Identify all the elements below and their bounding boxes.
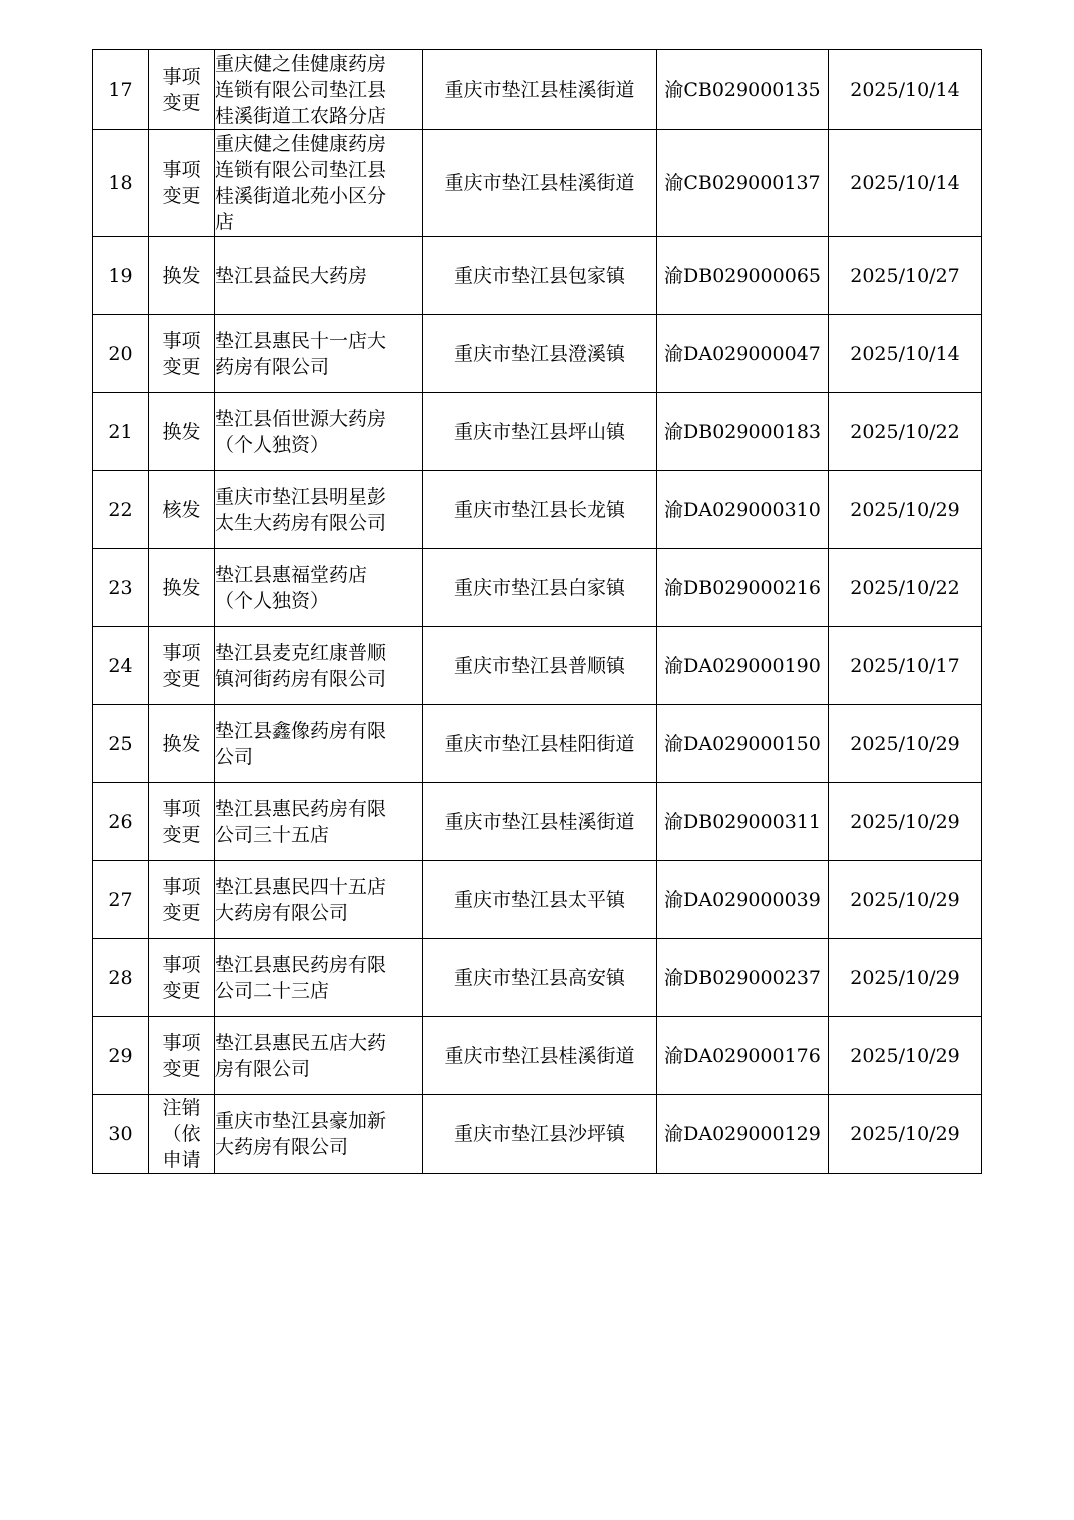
cell-line: 换发 <box>162 576 201 599</box>
issue-date: 2025/10/29 <box>829 939 982 1017</box>
license-number: 渝DB029000065 <box>657 237 829 315</box>
row-number: 19 <box>93 237 149 315</box>
license-action <box>149 627 215 705</box>
license-action <box>149 237 215 315</box>
issue-date: 2025/10/29 <box>829 1017 982 1095</box>
pharmacy-name <box>215 861 423 939</box>
pharmacy-address: 重庆市垫江县包家镇 <box>423 237 657 315</box>
cell-line: 太生大药房有限公司 <box>215 511 387 534</box>
license-action <box>149 130 215 237</box>
cell-line: 垫江县惠民五店大药 <box>215 1031 387 1054</box>
table-row <box>93 1095 982 1174</box>
license-number: 渝DA029000129 <box>657 1095 829 1174</box>
cell-line: 垫江县麦克红康普顺 <box>215 641 387 664</box>
row-number: 24 <box>93 627 149 705</box>
license-number: 渝DA029000039 <box>657 861 829 939</box>
table-row <box>93 315 982 393</box>
cell-line: 变更 <box>162 355 201 378</box>
cell-line: （个人独资） <box>215 433 330 456</box>
pharmacy-address: 重庆市垫江县坪山镇 <box>423 393 657 471</box>
cell-line: 桂溪街道北苑小区分 <box>215 185 387 207</box>
license-number: 渝DA029000176 <box>657 1017 829 1095</box>
cell-line: 垫江县惠民药房有限 <box>215 797 387 820</box>
cell-line: 连锁有限公司垫江县 <box>215 78 387 101</box>
cell-line: 桂溪街道工农路分店 <box>215 104 387 127</box>
cell-line: 重庆市垫江县豪加新 <box>215 1110 387 1132</box>
issue-date: 2025/10/14 <box>829 130 982 237</box>
license-number: 渝CB029000135 <box>657 50 829 130</box>
issue-date: 2025/10/14 <box>829 50 982 130</box>
cell-line: 垫江县惠民十一店大 <box>215 329 387 352</box>
license-number: 渝DB029000311 <box>657 783 829 861</box>
license-number: 渝DB029000237 <box>657 939 829 1017</box>
row-number: 25 <box>93 705 149 783</box>
cell-line: 垫江县惠民四十五店 <box>215 875 387 898</box>
cell-line: 连锁有限公司垫江县 <box>215 159 387 181</box>
pharmacy-name <box>215 237 423 315</box>
cell-line: 变更 <box>162 667 201 690</box>
pharmacy-name <box>215 1017 423 1095</box>
cell-line: 事项 <box>162 159 201 181</box>
cell-line: 重庆健之佳健康药房 <box>215 133 387 155</box>
row-number: 20 <box>93 315 149 393</box>
table-row <box>93 393 982 471</box>
cell-line: 事项 <box>162 641 201 664</box>
pharmacy-address: 重庆市垫江县白家镇 <box>423 549 657 627</box>
cell-line: 房有限公司 <box>215 1057 311 1080</box>
cell-line: 事项 <box>162 329 201 352</box>
cell-line: 事项 <box>162 65 201 88</box>
row-number: 17 <box>93 50 149 130</box>
cell-line: 垫江县惠民药房有限 <box>215 953 387 976</box>
row-number: 18 <box>93 130 149 237</box>
row-number: 23 <box>93 549 149 627</box>
license-number: 渝DA029000310 <box>657 471 829 549</box>
cell-line: 换发 <box>162 732 201 755</box>
cell-line: 垫江县惠福堂药店 <box>215 563 368 586</box>
issue-date: 2025/10/22 <box>829 549 982 627</box>
pharmacy-name <box>215 627 423 705</box>
cell-line: 换发 <box>162 264 201 287</box>
pharmacy-name <box>215 1095 423 1174</box>
pharmacy-address: 重庆市垫江县长龙镇 <box>423 471 657 549</box>
table-row <box>93 1017 982 1095</box>
pharmacy-address: 重庆市垫江县澄溪镇 <box>423 315 657 393</box>
license-action <box>149 549 215 627</box>
pharmacy-name <box>215 471 423 549</box>
cell-line: 变更 <box>162 1057 201 1080</box>
pharmacy-address: 重庆市垫江县沙坪镇 <box>423 1095 657 1174</box>
cell-line: 换发 <box>162 420 201 443</box>
row-number: 27 <box>93 861 149 939</box>
pharmacy-name <box>215 939 423 1017</box>
cell-line: （依 <box>162 1123 201 1145</box>
pharmacy-address: 重庆市垫江县桂溪街道 <box>423 130 657 237</box>
issue-date: 2025/10/29 <box>829 471 982 549</box>
pharmacy-address: 重庆市垫江县太平镇 <box>423 861 657 939</box>
cell-line: 公司 <box>215 745 254 768</box>
issue-date: 2025/10/17 <box>829 627 982 705</box>
license-action <box>149 393 215 471</box>
table-row <box>93 50 982 130</box>
pharmacy-address: 重庆市垫江县桂阳街道 <box>423 705 657 783</box>
issue-date: 2025/10/27 <box>829 237 982 315</box>
license-action <box>149 471 215 549</box>
cell-line: 变更 <box>162 979 201 1002</box>
pharmacy-name <box>215 315 423 393</box>
cell-line: 镇河街药房有限公司 <box>215 667 387 690</box>
issue-date: 2025/10/22 <box>829 393 982 471</box>
issue-date: 2025/10/29 <box>829 1095 982 1174</box>
pharmacy-name <box>215 130 423 237</box>
license-action <box>149 50 215 130</box>
cell-line: 变更 <box>162 823 201 846</box>
table-row <box>93 549 982 627</box>
issue-date: 2025/10/14 <box>829 315 982 393</box>
cell-line: 重庆市垫江县明星彭 <box>215 485 387 508</box>
row-number: 21 <box>93 393 149 471</box>
table-row <box>93 130 982 237</box>
cell-line: 事项 <box>162 1031 201 1054</box>
pharmacy-name <box>215 705 423 783</box>
records-table <box>92 49 982 1174</box>
cell-line: 大药房有限公司 <box>215 1136 349 1158</box>
pharmacy-name <box>215 783 423 861</box>
cell-line: 申请 <box>162 1149 201 1171</box>
cell-line: 药房有限公司 <box>215 355 330 378</box>
cell-line: 垫江县益民大药房 <box>215 264 368 287</box>
cell-line: 大药房有限公司 <box>215 901 349 924</box>
table-row <box>93 237 982 315</box>
license-action <box>149 783 215 861</box>
table-row <box>93 861 982 939</box>
issue-date: 2025/10/29 <box>829 705 982 783</box>
row-number: 28 <box>93 939 149 1017</box>
cell-line: 变更 <box>162 185 201 207</box>
license-number: 渝DB029000216 <box>657 549 829 627</box>
license-number: 渝CB029000137 <box>657 130 829 237</box>
row-number: 30 <box>93 1095 149 1174</box>
cell-line: （个人独资） <box>215 589 330 612</box>
license-action <box>149 705 215 783</box>
license-number: 渝DA029000047 <box>657 315 829 393</box>
row-number: 26 <box>93 783 149 861</box>
issue-date: 2025/10/29 <box>829 783 982 861</box>
cell-line: 事项 <box>162 797 201 820</box>
pharmacy-address: 重庆市垫江县普顺镇 <box>423 627 657 705</box>
license-action <box>149 939 215 1017</box>
cell-line: 店 <box>215 211 235 233</box>
row-number: 29 <box>93 1017 149 1095</box>
issue-date: 2025/10/29 <box>829 861 982 939</box>
row-number: 22 <box>93 471 149 549</box>
cell-line: 事项 <box>162 953 201 976</box>
license-action <box>149 1095 215 1174</box>
license-action <box>149 861 215 939</box>
pharmacy-name <box>215 393 423 471</box>
license-action <box>149 1017 215 1095</box>
table-body <box>93 50 982 1174</box>
table-row <box>93 939 982 1017</box>
table-row <box>93 471 982 549</box>
pharmacy-address: 重庆市垫江县桂溪街道 <box>423 1017 657 1095</box>
pharmacy-address: 重庆市垫江县高安镇 <box>423 939 657 1017</box>
license-number: 渝DA029000150 <box>657 705 829 783</box>
license-number: 渝DB029000183 <box>657 393 829 471</box>
license-action <box>149 315 215 393</box>
cell-line: 垫江县鑫像药房有限 <box>215 719 387 742</box>
cell-line: 注销 <box>162 1097 201 1119</box>
table-row <box>93 627 982 705</box>
pharmacy-address: 重庆市垫江县桂溪街道 <box>423 783 657 861</box>
pharmacy-address: 重庆市垫江县桂溪街道 <box>423 50 657 130</box>
cell-line: 垫江县佰世源大药房 <box>215 407 387 430</box>
cell-line: 事项 <box>162 875 201 898</box>
table-row <box>93 705 982 783</box>
cell-line: 公司二十三店 <box>215 979 330 1002</box>
table-row <box>93 783 982 861</box>
pharmacy-name <box>215 549 423 627</box>
cell-line: 重庆健之佳健康药房 <box>215 52 387 75</box>
pharmacy-name <box>215 50 423 130</box>
cell-line: 变更 <box>162 901 201 924</box>
cell-line: 变更 <box>162 91 201 114</box>
license-number: 渝DA029000190 <box>657 627 829 705</box>
cell-line: 核发 <box>162 498 201 521</box>
cell-line: 公司三十五店 <box>215 823 330 846</box>
